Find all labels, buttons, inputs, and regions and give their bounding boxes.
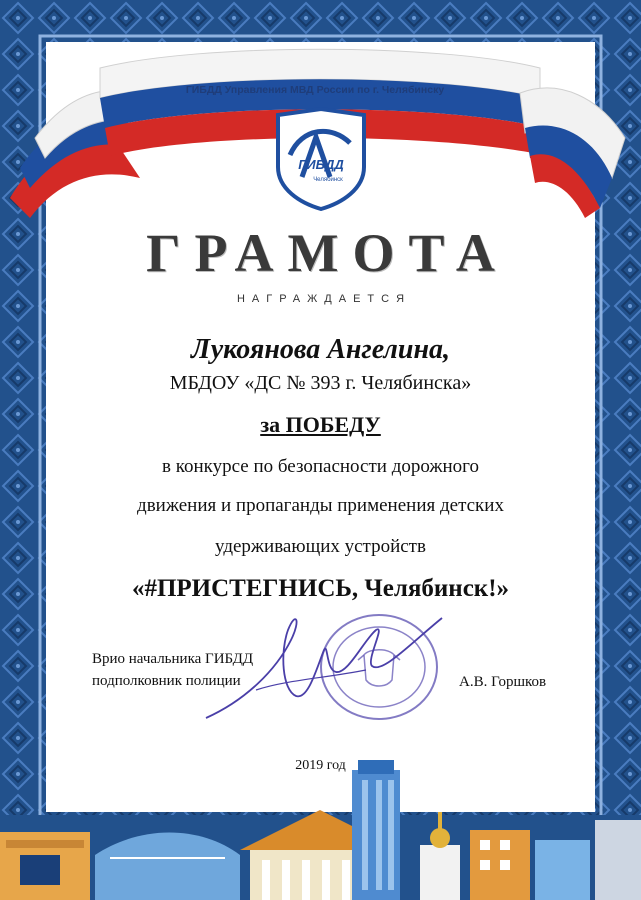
award-line (60, 412, 581, 438)
description-line: движения и пропаганды применения детских (137, 495, 504, 516)
emblem-sublabel: Челябинск (313, 177, 343, 183)
contest-name: «#ПРИСТЕГНИСЬ, Челябинск!» (131, 575, 510, 602)
signatory-position-line1: Врио начальника ГИБДД (92, 651, 254, 667)
description-line: в конкурсе по безопасности дорожного (162, 456, 479, 477)
signatory-name: А.В. Горшков (459, 674, 547, 690)
signatory-position-line2: подполковник полиции (92, 673, 241, 689)
certificate-subtitle: НАГРАЖДАЕТСЯ (236, 293, 412, 305)
organization-header: ГИБДД Управления МВД России по г. Челябинску (185, 84, 445, 96)
gibdd-emblem (272, 107, 370, 211)
award-prefix: за (260, 412, 286, 437)
award-text: ПОБЕДУ (285, 412, 381, 437)
description-line: удерживающих устройств (215, 536, 426, 557)
recipient-organization: МБДОУ «ДС № 393 г. Челябинска» (169, 372, 472, 394)
certificate-title: ГРАМОТА (146, 223, 509, 283)
emblem-label: ГИБДД (298, 157, 344, 172)
certificate-year: 2019 год (295, 758, 346, 773)
recipient-name: Лукоянова Ангелина, (191, 334, 450, 365)
signatory-position (92, 648, 253, 692)
city-skyline-illustration (0, 740, 641, 900)
